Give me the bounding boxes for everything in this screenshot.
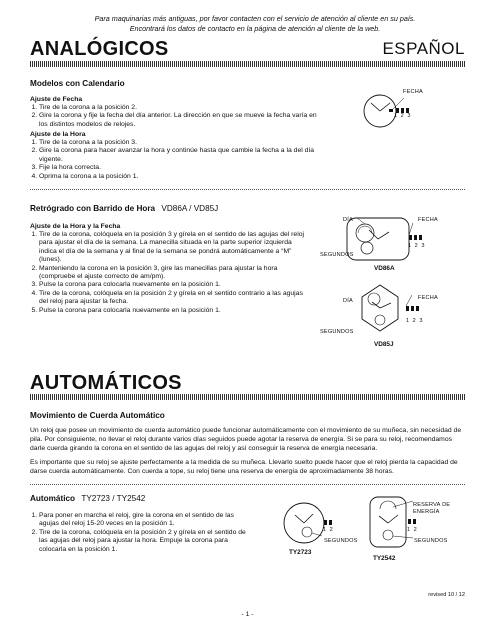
segundos-label: SEGUNDOS xyxy=(320,252,354,258)
intro-line-2: Encontrará los datos de contacto en la página de atención al cliente de la web. xyxy=(129,24,381,33)
retro-steps-title: Ajuste de la Hora y la Fecha xyxy=(30,223,121,230)
time-steps xyxy=(30,139,320,181)
retro-title xyxy=(30,204,218,213)
date-step: 1. Tire de la corona a la posición 2. xyxy=(39,104,320,112)
model-label-vd86a: VD86A xyxy=(374,265,395,272)
section-title-analogicos: ANALÓGICOS xyxy=(30,38,169,60)
auto-models-list: TY2723 / TY2542 xyxy=(81,494,146,503)
hatch-divider xyxy=(30,394,465,400)
time-step: 4. Oprima la corona a la posición 1. xyxy=(39,173,320,181)
crown-positions: 1 2 3 xyxy=(406,318,424,324)
date-steps xyxy=(30,104,320,129)
crown-positions: 1 2 3 xyxy=(408,243,426,249)
auto-steps xyxy=(30,512,248,554)
auto-movement-paragraph-2: Es importante que su reloj se ajuste perfectamente a la medida de su muñeca. Llevarlo suelto puede hacer que el reloj pierda la capacidad de darse cuerda automáticamente. Con cuerda a tope, su reloj tiene una reserva de energía de aproximadamente 38 horas. xyxy=(30,459,458,475)
vd85j-watch-diagram xyxy=(350,283,430,335)
reserva-label: RESERVA DE ENERGÍA xyxy=(413,502,451,515)
auto-movement-paragraph-1: Un reloj que posee un movimiento de cuerda automático puede funcionar automáticamente con el movimiento de su muñeca, sin necesidad de pila. Por consiguiente, no llevar el reloj durante varios días seguidos puede agotar la reserva de energía. Si se para su reloj, recomendamos darle cuerda girando la corona en el sentido de las agujas del reloj y así conseguir la reserva de energía necesaria. xyxy=(30,427,462,452)
retro-models: VD86A / VD85J xyxy=(161,204,219,213)
retro-step: 5. Pulse la corona para colocarla nuevamente en la posición 1. xyxy=(39,307,308,315)
auto-step: 2. Tire de la corona, colóquela en la posición 2 y gírela en el sentido de las agujas del reloj para ajustar la hora. Empuje la corona para colocarla en la posición 1. xyxy=(39,529,248,554)
time-step: 2. Gire la corona para hacer avanzar la hora y continúe hasta que cambie la fecha a la del día vigente. xyxy=(39,147,320,164)
dia-label: DÍA xyxy=(343,217,353,223)
time-step: 1. Tire de la corona a la posición 3. xyxy=(39,139,320,147)
hatch-divider xyxy=(30,61,465,67)
page-number: - 1 - xyxy=(241,611,254,618)
date-setting-title: Ajuste de Fecha xyxy=(30,96,83,103)
segundos-label: SEGUNDOS xyxy=(414,538,448,544)
ty2723-watch-diagram xyxy=(282,500,362,552)
model-label-ty2723: TY2723 xyxy=(289,549,312,556)
retro-step: 2. Manteniendo la corona en la posición 3, gire las manecillas para ajustar la hora (compruebe el ajuste correcto de am/pm). xyxy=(39,265,308,282)
calendar-watch-diagram xyxy=(360,92,430,132)
date-step: 2. Gire la corona y fije la fecha del día anterior. La dirección en que se mueve la fecha varía en los distintos modelos de relojes. xyxy=(39,112,320,129)
time-step: 3. Fije la hora correcta. xyxy=(39,164,320,172)
time-setting-title: Ajuste de la Hora xyxy=(30,131,86,138)
fecha-label: FECHA xyxy=(418,217,438,223)
calendar-title: Modelos con Calendario xyxy=(30,79,125,88)
dotted-divider xyxy=(30,484,465,485)
model-label-vd85j: VD85J xyxy=(374,341,394,348)
language-label: ESPAÑOL xyxy=(382,39,465,58)
fecha-label: FECHA xyxy=(403,89,423,95)
dia-label: DÍA xyxy=(343,298,353,304)
auto-step: 1. Para poner en marcha el reloj, gire la corona en el sentido de las agujas del reloj 15-20 veces en la posición 1. xyxy=(39,512,248,529)
crown-positions: 1 2 xyxy=(323,527,334,533)
auto-movement-title: Movimiento de Cuerda Automático xyxy=(30,411,165,420)
retro-title-text: Retrógrado con Barrido de Hora xyxy=(30,204,156,213)
retro-step: 4. Tire de la corona, colóquela en la posición 2 y gírela en el sentido contrario a las agujas del reloj para ajustar la fecha. xyxy=(39,290,308,307)
revision-note: revised 10 / 12 xyxy=(428,592,465,598)
segundos-label: SEGUNDOS xyxy=(320,329,354,335)
intro-line-1: Para maquinarias más antiguas, por favor contacten con el servicio de atención al cliente en su país. xyxy=(94,14,416,23)
intro-note xyxy=(40,14,470,34)
auto-models-title-text: Automático xyxy=(30,494,76,503)
section-title-automaticos: AUTOMÁTICOS xyxy=(30,372,182,394)
auto-models-title xyxy=(30,494,145,503)
dotted-divider xyxy=(30,189,465,190)
segundos-label: SEGUNDOS xyxy=(324,538,358,544)
fecha-label: FECHA xyxy=(418,295,438,301)
retro-steps xyxy=(30,231,308,315)
retro-step: 3. Pulse la corona para colocarla nuevamente en la posición 1. xyxy=(39,281,308,289)
model-label-ty2542: TY2542 xyxy=(373,555,396,562)
crown-positions: 1 2 3 xyxy=(394,113,412,119)
retro-step: 1. Tire de la corona, colóquela en la posición 3 y gírela en el sentido de las agujas del reloj para ajustar el día de la semana. La manecilla situada en la parte superior izquierda indica el día de la semana y al final de la semana se pondrá automáticamente a “M” (lunes). xyxy=(39,231,308,265)
crown-positions: 1 2 xyxy=(407,527,418,533)
